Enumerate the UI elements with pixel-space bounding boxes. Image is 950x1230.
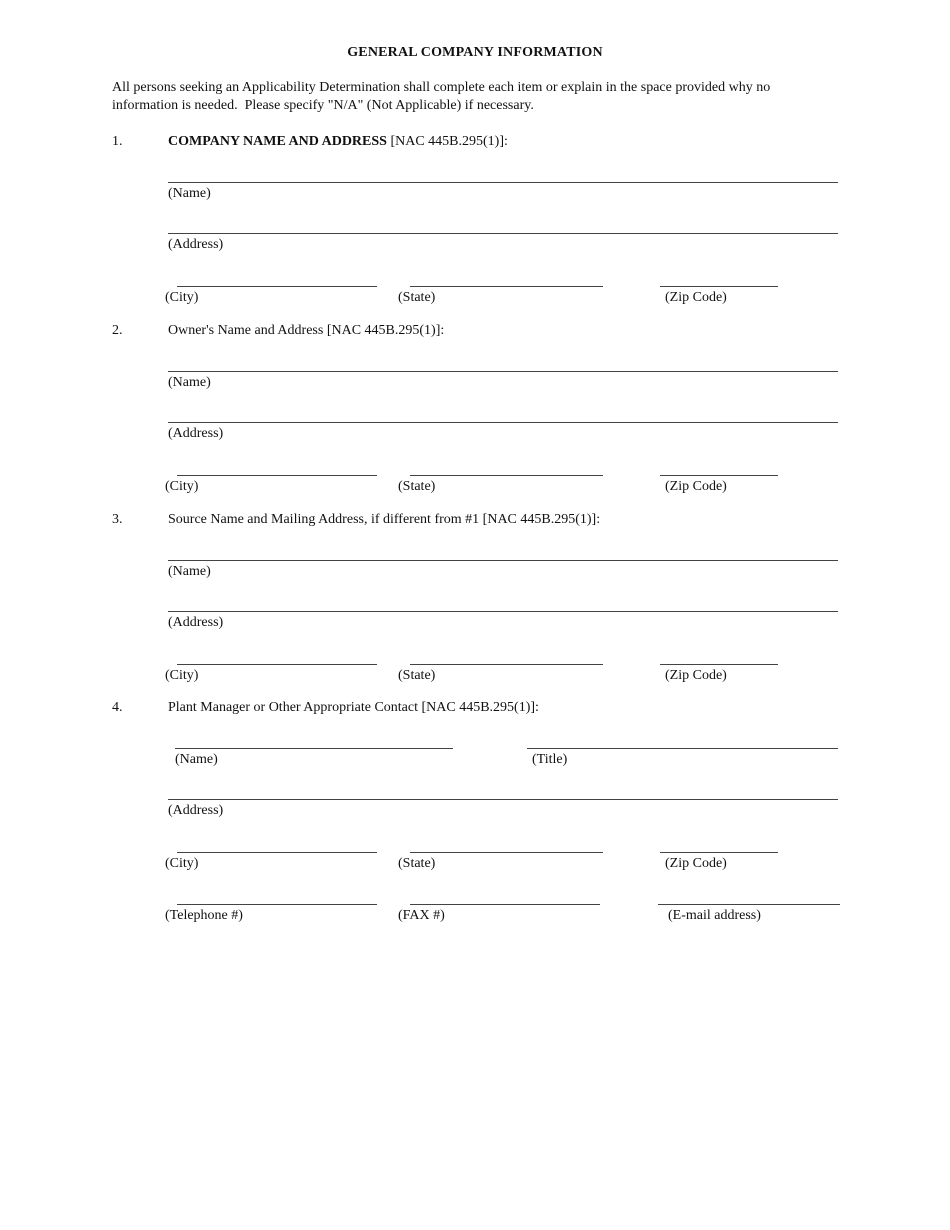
s2-city-label: (City) [165, 479, 199, 494]
section-2-heading-citation: [NAC 445B.295(1)]: [323, 323, 445, 338]
s3-address-label: (Address) [168, 615, 224, 630]
s2-zip-input[interactable] [660, 447, 778, 476]
s3-state-label: (State) [398, 668, 436, 683]
intro-line: information is needed. Please specify "N/A" (Not Applicable) if necessary. [112, 97, 534, 113]
s1-name-label: (Name) [168, 186, 211, 201]
s2-address-label: (Address) [168, 426, 224, 441]
s4-zip-input[interactable] [660, 824, 778, 853]
s3-address-row [168, 583, 838, 631]
s3-state-row [398, 636, 603, 684]
s4-name-row [175, 720, 453, 768]
s2-name-row [168, 343, 838, 391]
s3-zip-row [660, 636, 778, 684]
form-intro [112, 79, 872, 114]
s1-city-row [165, 258, 377, 306]
s4-address-input[interactable] [168, 771, 838, 800]
s2-city-row [165, 447, 377, 495]
s2-address-row [168, 394, 838, 442]
s1-name-input[interactable] [168, 154, 838, 183]
s3-name-label: (Name) [168, 564, 211, 579]
s4-fax-input[interactable] [410, 876, 600, 905]
s4-title-row [527, 720, 838, 768]
s4-telephone-row [165, 876, 377, 924]
s4-telephone-input[interactable] [177, 876, 377, 905]
section-1-heading-main: COMPANY NAME AND ADDRESS [168, 134, 387, 149]
s4-city-row [165, 824, 377, 872]
s3-city-label: (City) [165, 668, 199, 683]
s1-city-input[interactable] [177, 258, 377, 287]
s1-address-input[interactable] [168, 205, 838, 234]
s4-title-label: (Title) [532, 752, 568, 767]
section-4-fields [165, 700, 840, 930]
s4-name-input[interactable] [175, 720, 453, 749]
s4-city-label: (City) [165, 856, 199, 871]
s4-state-input[interactable] [410, 824, 603, 853]
s2-city-input[interactable] [177, 447, 377, 476]
s2-address-input[interactable] [168, 394, 838, 423]
section-4-heading-main: Plant Manager or Other Appropriate Contact [168, 700, 418, 715]
s2-name-input[interactable] [168, 343, 838, 372]
s4-fax-row [398, 876, 600, 924]
s1-zip-label: (Zip Code) [665, 290, 727, 305]
s4-state-label: (State) [398, 856, 436, 871]
s4-telephone-label: (Telephone #) [165, 908, 243, 923]
s4-email-row [658, 876, 840, 924]
s1-zip-input[interactable] [660, 258, 778, 287]
s4-zip-row [660, 824, 778, 872]
s4-email-input[interactable] [658, 876, 840, 905]
s2-zip-row [660, 447, 778, 495]
s1-name-row [168, 154, 838, 202]
s4-title-input[interactable] [527, 720, 838, 749]
form-title: GENERAL COMPANY INFORMATION [347, 45, 603, 60]
s2-zip-label: (Zip Code) [665, 479, 727, 494]
s1-city-label: (City) [165, 290, 199, 305]
s1-address-label: (Address) [168, 237, 224, 252]
s2-state-label: (State) [398, 479, 436, 494]
s3-name-input[interactable] [168, 532, 838, 561]
section-2-heading-main: Owner's Name and Address [168, 323, 324, 338]
s4-city-input[interactable] [177, 824, 377, 853]
s3-city-input[interactable] [177, 636, 377, 665]
s4-fax-label: (FAX #) [398, 908, 445, 923]
s3-zip-input[interactable] [660, 636, 778, 665]
s4-email-label: (E-mail address) [668, 908, 761, 923]
section-4-plant-manager-contact [0, 700, 950, 930]
section-2-number: 2. [112, 323, 123, 338]
s1-state-input[interactable] [410, 258, 603, 287]
s3-zip-label: (Zip Code) [665, 668, 727, 683]
s2-state-row [398, 447, 603, 495]
s2-name-label: (Name) [168, 375, 211, 390]
s1-address-row [168, 205, 838, 253]
section-3-heading-main: Source Name and Mailing Address, if different from #1 [168, 512, 480, 527]
s1-zip-row [660, 258, 778, 306]
s4-zip-label: (Zip Code) [665, 856, 727, 871]
s2-state-input[interactable] [410, 447, 603, 476]
intro-line: All persons seeking an Applicability Determination shall complete each item or explain in the space provided why no [112, 80, 771, 95]
s4-address-row [168, 771, 838, 819]
section-1-number: 1. [112, 134, 123, 149]
section-3-number: 3. [112, 512, 123, 527]
s3-city-row [165, 636, 377, 684]
s3-state-input[interactable] [410, 636, 603, 665]
s4-name-label: (Name) [175, 752, 218, 767]
section-4-heading-citation: [NAC 445B.295(1)]: [417, 700, 539, 715]
s1-state-row [398, 258, 603, 306]
s3-name-row [168, 532, 838, 580]
s4-address-label: (Address) [168, 803, 224, 818]
section-3-heading-citation: [NAC 445B.295(1)]: [479, 512, 601, 527]
s1-state-label: (State) [398, 290, 436, 305]
s4-state-row [398, 824, 603, 872]
s3-address-input[interactable] [168, 583, 838, 612]
section-1-heading-citation: [NAC 445B.295(1)]: [386, 134, 508, 149]
section-4-number: 4. [112, 700, 123, 715]
